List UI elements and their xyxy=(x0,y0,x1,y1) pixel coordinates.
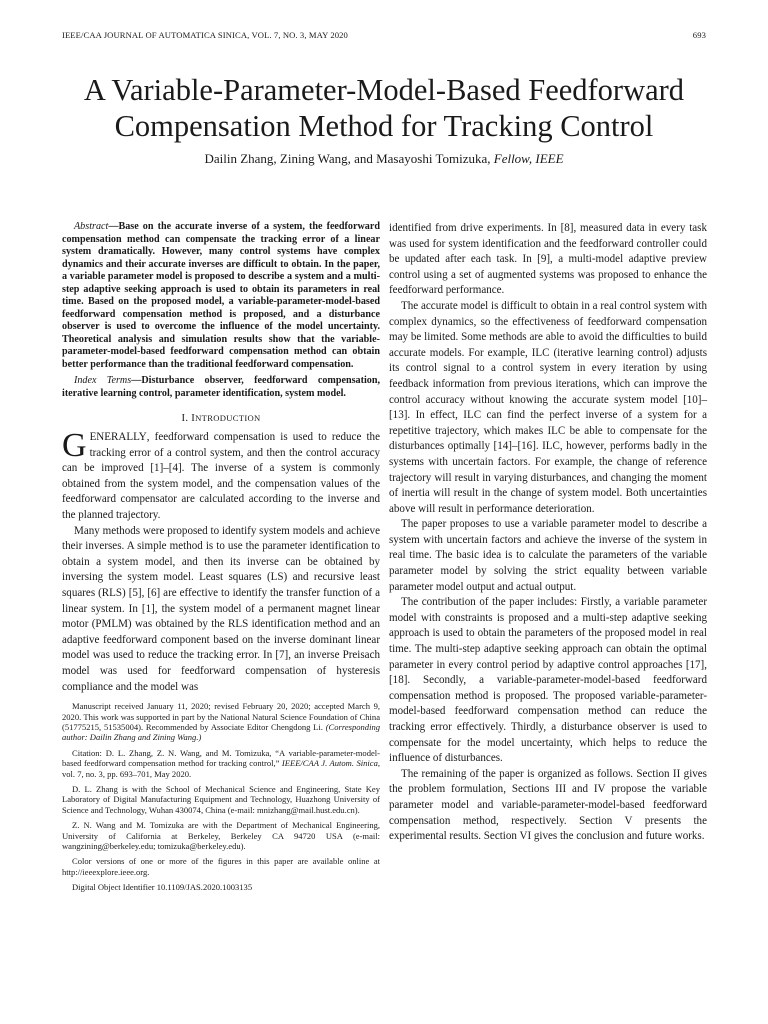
footnotes xyxy=(62,701,380,893)
intro-paragraph-2: Many methods were proposed to identify system models and achieve their inverses. A simple method is to use the parameter identification to obtain a system model, and then its inverse can be obtained by inversing the system model. Least squares (LS) and recursive least squares (RLS) [5], [6] are effective to identify the transfer function of a linear system. In [1], the system model of a permanent magnet linear motor (PMLM) was obtained by the RLS identification method and an adaptive feedforward component based on the inverse dominant linear model was used to reduce the tracking error. In [7], an inverse Preisach model was used for feedforward compensation of hysteresis compliance and the model was xyxy=(62,524,380,693)
footnote-affiliation-1: D. L. Zhang is with the School of Mechanical Science and Engineering, State Key Laboratory of Digital Manufacturing Equipment and Technology, Huazhong University of Science and Technology, Wuhan 430074, China (e-mail: mnizhang@mail.hust.edu.cn). xyxy=(62,783,380,815)
title-line-1: A Variable-Parameter-Model-Based Feedforward xyxy=(83,73,685,107)
author-affiliation: Fellow, IEEE xyxy=(493,151,564,166)
footnote-doi: Digital Object Identifier 10.1109/JAS.2020.1003135 xyxy=(72,882,253,893)
section-numeral: I. xyxy=(181,412,192,424)
index-terms-text: —Disturbance observer, feedforward compensation, iterative learning control, parameter identification, system model. xyxy=(62,375,381,399)
left-column xyxy=(62,221,380,898)
intro-paragraph-5: The paper proposes to use a variable parameter model to describe a system with uncertain factors and achieve the inverse of the system in real time. The basic idea is to calculate the parameters of the variable parameter model by solving the strict equality between variable parameter model output and actual output. xyxy=(389,518,707,593)
abstract xyxy=(62,221,380,371)
citation-journal: IEEE/CAA J. Autom. Sinica xyxy=(281,758,378,769)
section-heading-introduction xyxy=(62,412,380,424)
footnote-corresponding: (Corresponding author: Dailin Zhang and Zining Wang.) xyxy=(62,721,380,743)
index-terms xyxy=(62,375,380,400)
intro-paragraph-4: The accurate model is difficult to obtain in a real control system with complex dynamics, so the effectiveness of feedforward compensation may be limited. Some methods are able to avoid the difficulties to build accurate models. For example, ILC (iterative learning control) adjusts its control signal to a control system in every iteration by using feedback information from previous iterations, which can improve the control accuracy without knowing the accurate system model [10]–[13]. In effect, ILC can find the perfect inverse of a system for a repetitive trajectory, which makes ILC be able to compensate for the disturbances optimally [14]–[16]. ILC, however, performs badly in the systems with uncertain factors. For example, the change of reference trajectory will result in varying disturbances, and changing the moment of inertia will result in the change of system model. Both uncertainties above will result in performance deterioration. xyxy=(389,299,707,515)
footnote-received-text: Manuscript received January 11, 2020; revised February 20, 2020; accepted March 9, 2020. This work was supported in part by the National Natural Science Foundation of China (51775215, 51535004). Recommended by Associate Editor Chengdong Li. xyxy=(62,701,380,732)
drop-cap: G xyxy=(62,427,87,464)
section-heading-rest: NTRODUCTION xyxy=(195,413,261,423)
intro-paragraph-1-text: , feedforward compensation is used to reduce the tracking error of a control system, and then the control accuracy can be improved [1]–[4]. The inverse of a system is commonly obtained from the system model, and the compensation values of the feedforward compensator are calculated according to the inverse and the planned trajectory. xyxy=(62,431,380,521)
author-line xyxy=(40,151,728,167)
footnote-color-versions: Color versions of one or more of the figures in this paper are available online at http://ieeexplore.ieee.org. xyxy=(62,856,380,877)
footnote-received xyxy=(62,701,380,743)
intro-paragraph-3-continued: identified from drive experiments. In [8], measured data in every task was used for system identification and the feedforward controller could be updated after each task. In [9], a multi-model adaptive preview control using a set of augmented systems was proposed to enhance the feedforward performance. xyxy=(389,222,707,297)
abstract-label: Abstract xyxy=(74,221,109,232)
intro-paragraph-7: The remaining of the paper is organized as follows. Section II gives the problem formulation, Sections III and IV propose the variable parameter model and variable-parameter-model-based feedforward compensation method, respectively. Section V presents the experimental results. Section VI gives the conclusion and future works. xyxy=(389,767,707,843)
intro-paragraph-1 xyxy=(62,427,380,524)
running-header xyxy=(62,30,706,44)
page-number: 693 xyxy=(692,30,706,40)
footnote-citation xyxy=(62,748,380,779)
right-column xyxy=(389,221,707,845)
footnote-affiliation-2: Z. N. Wang and M. Tomizuka are with the Department of Mechanical Engineering, University of California at Berkeley, Berkeley CA 94720 USA (e-mail: wangzining@berkeley.edu; tomizuka@berkeley.edu). xyxy=(62,820,380,851)
citation-pre: Citation: D. L. Zhang, Z. N. Wang, and M. Tomizuka, “A variable-parameter-model-based feedforward compensation method for tracking control,” xyxy=(62,747,380,769)
journal-name: IEEE/CAA JOURNAL OF AUTOMATICA SINICA, VOL. 7, NO. 3, MAY 2020 xyxy=(62,30,348,40)
paper-title xyxy=(40,72,728,144)
lead-word: ENERALLY xyxy=(89,431,147,443)
title-line-2: Compensation Method for Tracking Control xyxy=(114,109,654,143)
author-names: Dailin Zhang, Zining Wang, and Masayoshi Tomizuka, xyxy=(204,151,494,166)
citation-post: , vol. 7, no. 3, pp. 693–701, May 2020. xyxy=(62,758,380,779)
index-terms-label: Index Terms xyxy=(74,375,132,386)
section-heading-initial: I xyxy=(191,412,196,424)
intro-paragraph-6: The contribution of the paper includes: Firstly, a variable parameter model with constraints is proposed and a multi-step adaptive seeking approach is used to obtain the parameters of the proposed model in real time. The multi-step adaptive seeking approach can obtain the optimal parameter in every control period by adaptive control approaches [17], [18]. Secondly, a variable-parameter-model-based feedforward compensation method is proposed. The proposed variable-parameter-model-based feedforward compensation method can reduce the tracking error effectively. Thirdly, a disturbance observer is used to compensate for the model uncertainty, which helps to reduce the influence of disturbances. xyxy=(389,596,707,765)
abstract-text: —Base on the accurate inverse of a system, the feedforward compensation method can compensate the tracking error of a linear system dramatically. However, many control systems have complex dynamics and their accurate inverses are difficult to obtain. In the paper, a variable parameter model is proposed to describe a system and a multi-step adaptive seeking approach is used to obtain its parameters in real time. Based on the proposed model, a variable-parameter-model-based feedforward compensation method is proposed, and a disturbance observer is used to overcome the influence of the model uncertainty. Theoretical analysis and simulation results show that the variable-parameter-model-based feedforward compensation method can obtain better performance than the traditional feedforward compensation. xyxy=(62,221,380,370)
